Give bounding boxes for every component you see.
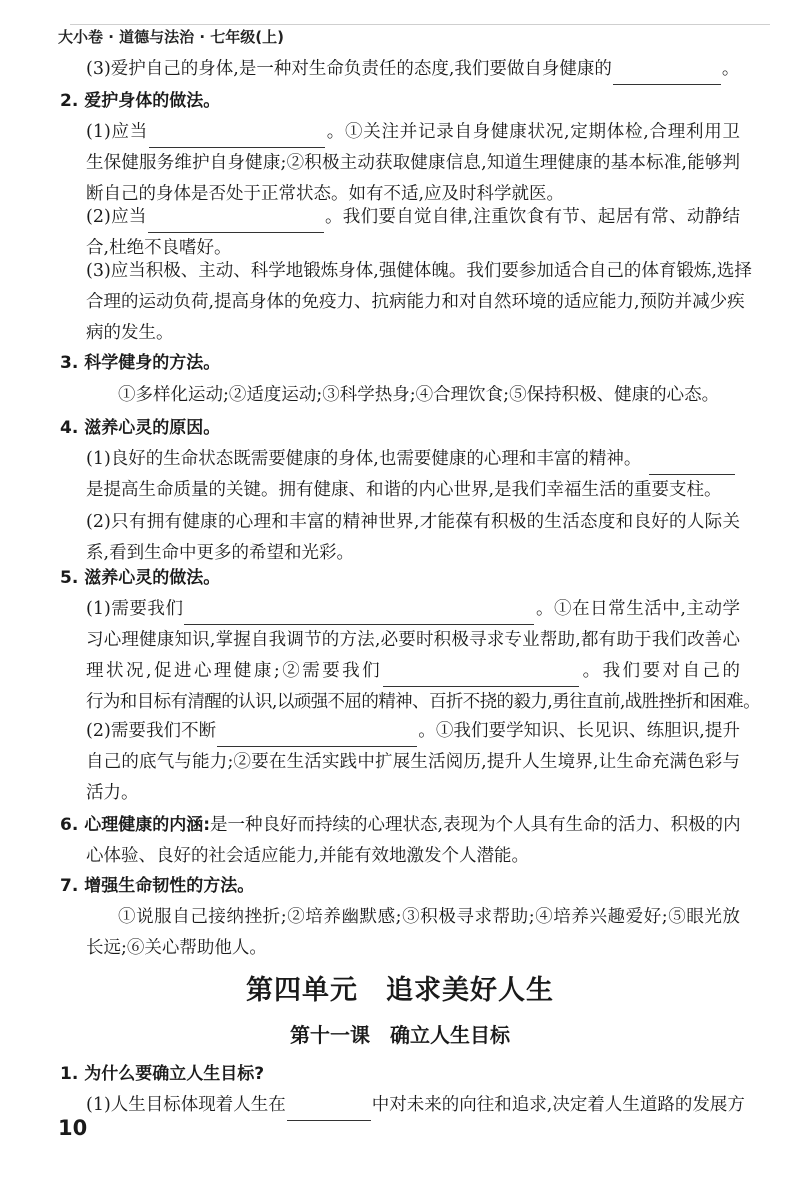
text: 。我们要自觉自律,注重饮食有节、起居有常、动静结 (324, 207, 741, 227)
text: (1)人生目标体现着人生在 (86, 1095, 286, 1115)
line: 是提高生命质量的关键。拥有健康、和谐的内心世界,是我们幸福生活的重要支柱。 (86, 480, 722, 500)
line: 生保健服务维护自身健康;②积极主动获取健康信息,知道生理健康的基本标准,能够判 (86, 153, 740, 173)
line: 断自己的身体是否处于正常状态。如有不适,应及时科学就医。 (86, 184, 565, 204)
text: (1)应当 (86, 122, 149, 142)
text: (2)应当 (86, 207, 147, 227)
line: 病的发生。 (86, 323, 174, 343)
lesson-title: 第十一课 确立人生目标 (290, 1023, 510, 1047)
line: 自己的底气与能力;②要在生活实践中扩展生活阅历,提升人生境界,让生命充满色彩与 (86, 752, 740, 772)
fill-blank[interactable] (148, 214, 324, 233)
line (86, 716, 740, 747)
paragraph-2-2 (86, 202, 740, 264)
page-number: 10 (58, 1116, 88, 1140)
text: 。①关注并记录自身健康状况,定期体检,合理利用卫 (326, 122, 741, 142)
text: 。①我们要学知识、长见识、练胆识,提升 (418, 721, 740, 741)
header-rule (70, 24, 770, 25)
line (86, 656, 740, 687)
line: 行为和目标有清醒的认识,以顽强不屈的精神、百折不挠的毅力,勇往直前,战胜挫折和困难。 (86, 692, 760, 712)
line: (3)应当积极、主动、科学地锻炼身体,强健体魄。我们要参加适合自己的体育锻炼,选择 (86, 261, 752, 281)
paragraph-3: ①多样化运动;②适度运动;③科学热身;④合理饮食;⑤保持积极、健康的心态。 (118, 385, 720, 405)
paragraph-1-3 (86, 54, 739, 85)
fill-blank[interactable] (149, 129, 325, 148)
paragraph-6: 心体验、良好的社会适应能力,并能有效地激发个人潜能。 (86, 846, 530, 866)
fill-blank[interactable] (184, 606, 534, 625)
text: 。我们要对自己的 (580, 661, 740, 681)
line (86, 444, 740, 475)
heading-label: 6. 心理健康的内涵: (60, 815, 211, 835)
fill-blank[interactable] (383, 668, 579, 687)
fill-blank[interactable] (287, 1102, 371, 1121)
section-heading-3: 3. 科学健身的方法。 (60, 353, 221, 373)
paragraph-7-line2: 长远;⑥关心帮助他人。 (86, 938, 267, 958)
paragraph-q1-1 (86, 1090, 745, 1121)
line: 习心理健康知识,掌握自我调节的方法,必要时积极寻求专业帮助,都有助于我们改善心 (86, 630, 740, 650)
paragraph-4-2 (86, 507, 740, 569)
running-header: 大小卷 · 道德与法治 · 七年级(上) (58, 28, 284, 46)
line: 合,杜绝不良嗜好。 (86, 238, 232, 258)
paragraph-5-1 (86, 594, 760, 718)
fill-blank[interactable] (217, 728, 417, 747)
section-heading-6 (60, 810, 740, 841)
line: 活力。 (86, 783, 139, 803)
line (86, 202, 740, 233)
section-heading-7: 7. 增强生命韧性的方法。 (60, 876, 255, 896)
text: 中对未来的向往和追求,决定着人生道路的发展方 (371, 1095, 745, 1115)
line (86, 594, 740, 625)
line (86, 117, 740, 148)
paragraph-7-line1: ①说服自己接纳挫折;②培养幽默感;③积极寻求帮助;④培养兴趣爱好;⑤眼光放 (118, 907, 740, 927)
paragraph-2-3 (86, 256, 752, 349)
text: 是一种良好而持续的心理状态,表现为个人具有生命的活力、积极的内 (210, 815, 741, 835)
paragraph-5-2 (86, 716, 740, 809)
text: (1)良好的生命状态既需要健康的身体,也需要健康的心理和丰富的精神。 (86, 449, 642, 469)
line: 系,看到生命中更多的希望和光彩。 (86, 543, 355, 563)
paragraph-4-1 (86, 444, 740, 506)
text: 理状况,促进心理健康;②需要我们 (86, 661, 383, 681)
text: (2)需要我们不断 (86, 721, 217, 741)
unit-title: 第四单元 追求美好人生 (246, 975, 554, 1006)
line: 合理的运动负荷,提高身体的免疫力、抗病能力和对自然环境的适应能力,预防并减少疾 (86, 292, 745, 312)
section-heading-2: 2. 爱护身体的做法。 (60, 91, 221, 111)
paragraph-2-1 (86, 117, 740, 210)
text: (1)需要我们 (86, 599, 184, 619)
text: (3)爱护自己的身体,是一种对生命负责任的态度,我们要做自身健康的 (86, 59, 612, 79)
question-heading-1: 1. 为什么要确立人生目标? (60, 1064, 265, 1084)
text: 。①在日常生活中,主动学 (535, 599, 740, 619)
section-heading-4: 4. 滋养心灵的原因。 (60, 418, 221, 438)
fill-blank[interactable] (649, 456, 735, 475)
line: (2)只有拥有健康的心理和丰富的精神世界,才能葆有积极的生活态度和良好的人际关 (86, 512, 740, 532)
text: 。 (721, 59, 740, 79)
fill-blank[interactable] (613, 66, 721, 85)
section-heading-5: 5. 滋养心灵的做法。 (60, 568, 221, 588)
